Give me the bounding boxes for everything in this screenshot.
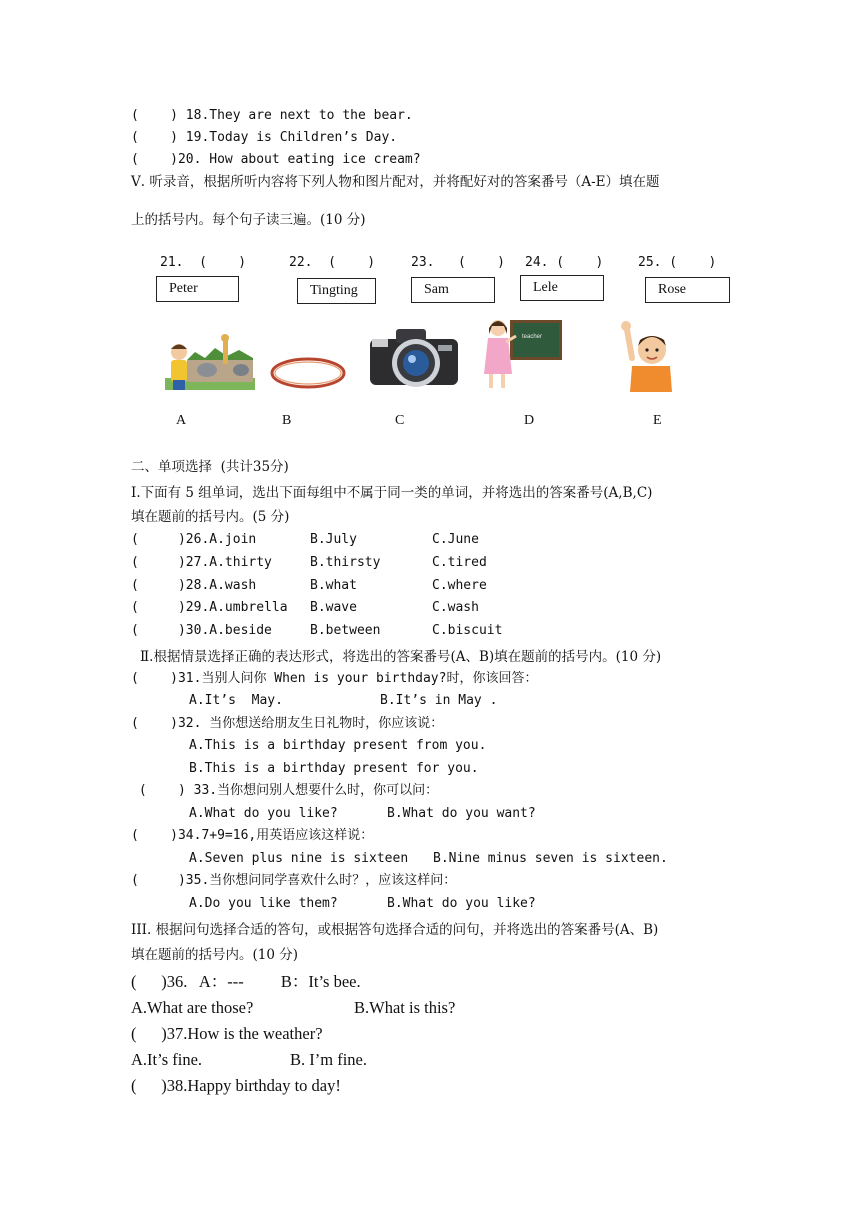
question-30: ( )30.A.beside <box>131 623 272 638</box>
teacher-board-text: teacher <box>522 334 543 340</box>
question-27-b: B.thirsty <box>310 555 381 570</box>
name-box-peter: Peter <box>156 276 239 302</box>
name-box-tingting: Tingting <box>297 278 376 304</box>
question-35-a: A.Do you like them? <box>189 896 338 911</box>
question-26-c: C.June <box>432 532 479 547</box>
ring-icon <box>268 353 348 393</box>
question-20: ( )20. How about eating ice cream? <box>131 152 421 167</box>
teacher-icon <box>484 312 564 390</box>
question-29-b: B.wave <box>310 600 357 615</box>
question-32-b: B.This is a birthday present for you. <box>189 761 479 776</box>
question-33-b: B.What do you want? <box>387 806 536 821</box>
question-31-b: B.It’s in May . <box>380 693 498 708</box>
picture-letter-b: B <box>282 413 292 428</box>
picture-letter-e: E <box>653 413 662 428</box>
part-2-title: 二、单项选择 (共计35分) <box>131 459 289 475</box>
question-19: ( ) 19.Today is Children’s Day. <box>131 130 398 145</box>
question-33-a: A.What do you like? <box>189 806 338 821</box>
question-35-b: B.What do you like? <box>387 896 536 911</box>
question-35: ( )35.当你想问同学喜欢什么时？，应该这样问： <box>131 873 457 888</box>
question-36-a: A.What are those? <box>131 998 254 1017</box>
question-26: ( )26.A.join <box>131 532 257 547</box>
question-34: ( )34.7+9=16,用英语应该这样说： <box>131 828 374 843</box>
section-3-title-line1: III. 根据问句选择合适的答句，或根据答句选择合适的问句，并将选出的答案番号(A、B) <box>131 922 659 938</box>
question-37-a: A.It’s fine. <box>131 1050 203 1069</box>
question-29: ( )29.A.umbrella <box>131 600 288 615</box>
waving-boy-icon <box>618 320 676 392</box>
question-30-c: C.biscuit <box>432 623 503 638</box>
picture-letter-d: D <box>524 413 535 428</box>
question-33: ( ) 33.当你想问别人想要什么时，你可以问： <box>131 783 439 798</box>
name-box-rose: Rose <box>645 277 730 303</box>
question-36-b: B.What is this? <box>354 998 456 1017</box>
question-31-a: A.It’s May. <box>189 693 283 708</box>
question-28-c: C.where <box>432 578 487 593</box>
match-25: 25. ( ) <box>638 255 717 270</box>
question-32-a: A.This is a birthday present from you. <box>189 738 487 753</box>
section-1-title-line2: 填在题前的括号内。(5 分) <box>131 509 290 525</box>
question-18: ( ) 18.They are next to the bear. <box>131 108 413 123</box>
section-2-title: Ⅱ.根据情景选择正确的表达形式，将选出的答案番号(A、B)填在题前的括号内。(10 分) <box>140 649 662 665</box>
section-1-title-line1: Ⅰ.下面有 5 组单词，选出下面每组中不属于同一类的单词，并将选出的答案番号(A,B,C) <box>131 485 653 501</box>
question-37: ( )37.How is the weather? <box>131 1024 323 1043</box>
question-30-b: B.between <box>310 623 381 638</box>
zoo-boy-icon <box>165 334 255 390</box>
question-34-b: B.Nine minus seven is sixteen. <box>433 851 668 866</box>
question-34-a: A.Seven plus nine is sixteen <box>189 851 409 866</box>
picture-letter-c: C <box>395 413 405 428</box>
question-31: ( )31.当别人问你 When is your birthday?时，你该回答： <box>131 671 538 686</box>
question-27-c: C.tired <box>432 555 487 570</box>
match-24: 24. ( ) <box>525 255 604 270</box>
question-38: ( )38.Happy birthday to day! <box>131 1076 341 1095</box>
match-22: 22. ( ) <box>289 255 376 270</box>
section-5-title-line2: 上的括号内。每个句子读三遍。(10 分) <box>131 212 366 228</box>
name-box-sam: Sam <box>411 277 495 303</box>
match-21: 21. ( ) <box>160 255 247 270</box>
question-28-b: B.what <box>310 578 357 593</box>
match-23: 23. ( ) <box>411 255 505 270</box>
question-29-c: C.wash <box>432 600 479 615</box>
question-27: ( )27.A.thirty <box>131 555 272 570</box>
question-26-b: B.July <box>310 532 357 547</box>
question-32: ( )32. 当你想送给朋友生日礼物时，你应该说： <box>131 716 444 731</box>
section-5-title-line1: Ⅴ. 听录音，根据所听内容将下列人物和图片配对，并将配好对的答案番号（A-E）填在题 <box>131 174 660 190</box>
name-box-lele: Lele <box>520 275 604 301</box>
picture-letter-a: A <box>176 413 187 428</box>
question-28: ( )28.A.wash <box>131 578 257 593</box>
question-36: ( )36. A：--- B：It’s bee. <box>131 972 361 991</box>
camera-icon <box>366 325 462 391</box>
section-3-title-line2: 填在题前的括号内。(10 分) <box>131 947 299 963</box>
question-37-b: B. I’m fine. <box>290 1050 367 1069</box>
